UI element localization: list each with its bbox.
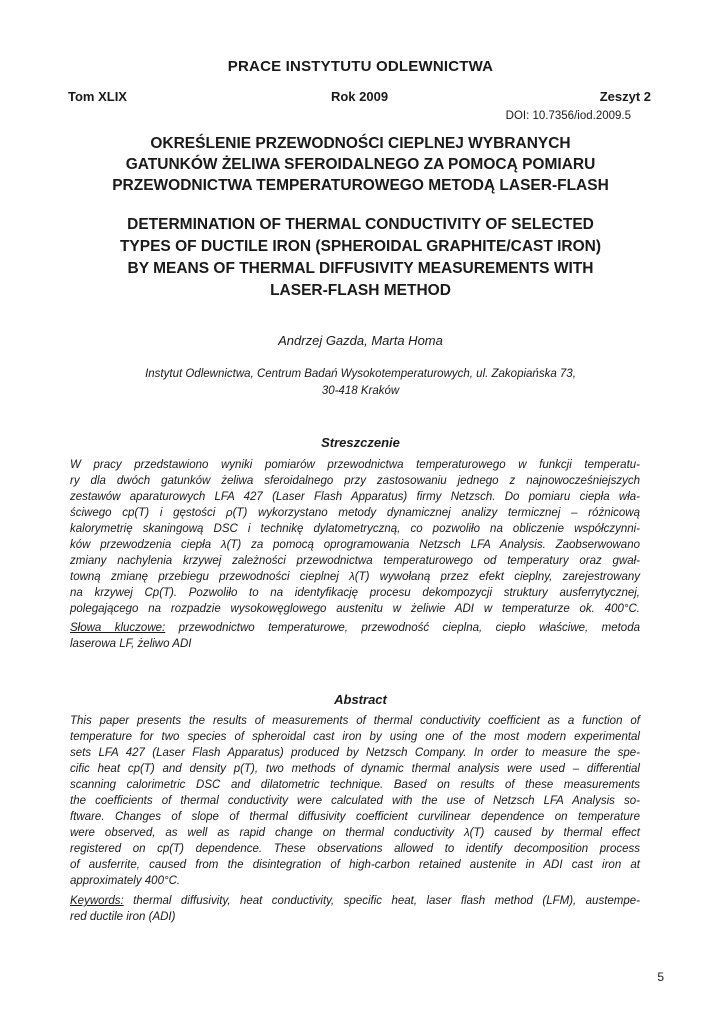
title-polish-line: GATUNKÓW ŻELIWA SFEROIDALNEGO ZA POMOCĄ POMIARU (125, 156, 596, 173)
body-line: towną zmianę przebiegu przewodności cieplnej λ(T) wywołaną przez efekt cieplny, zarejestrowany (70, 571, 640, 583)
authors: Andrzej Gazda, Marta Homa (278, 333, 443, 348)
title-english-line: DETERMINATION OF THERMAL CONDUCTIVITY OF SELECTED (127, 216, 594, 233)
abstract-body (70, 713, 640, 889)
body-line: ków przewodzenia ciepła λ(T) za pomocą oprogramowania Netzsch LFA Analysis. Zaobserwowano (70, 539, 640, 551)
keywords-label: Słowa kluczowe: (70, 622, 166, 634)
keywords-label: Keywords: (70, 895, 124, 907)
abstract-keywords (70, 893, 640, 925)
body-line: polegającego na rozpadzie wysokowęglowego austenitu w żeliwie ADI w temperaturze ok. 400°C. (70, 603, 640, 615)
body-line: were observed, as well as rapid change on thermal conductivity λ(T) caused by thermal effect (70, 827, 640, 839)
body-line: ry dla dwóch gatunków żeliwa sferoidalnego przy zastosowaniu jednego z najnowocześniejszych (70, 475, 640, 487)
body-line: cific heat cp(T) and density p(T), two methods of dynamic thermal analysis were used – differential (70, 763, 640, 775)
body-line: zestawów aparaturowych LFA 427 (Laser Flash Apparatus) firmy Netzsch. Do pomiaru ciepła wła- (70, 491, 640, 503)
streszczenie-heading: Streszczenie (321, 435, 400, 450)
body-line: of ausferrite, caused from the disintegration of high-carbon retained austenite in ADI cast iron at (70, 859, 640, 871)
streszczenie-body (70, 457, 640, 617)
body-line: zmiany nachylenia krzywej zależności przewodnictwa temperaturowego od temperatury oraz gwał- (70, 555, 640, 567)
body-line: temperature for two species of spheroidal cast iron by using one of the most modern experimental (70, 731, 640, 743)
title-english-line: LASER-FLASH METHOD (270, 282, 451, 299)
title-polish (50, 133, 671, 196)
affiliation (90, 366, 631, 400)
keywords-text: thermal diffusivity, heat conductivity, specific heat, laser flash method (LFM), austempe- (123, 895, 640, 907)
body-line: approximately 400°C. (70, 875, 181, 887)
body-line: sets LFA 427 (Laser Flash Apparatus) produced by Netzsch Company. In order to measure the spe- (70, 747, 640, 759)
affiliation-line: Instytut Odlewnictwa, Centrum Badań Wysokotemperaturowych, ul. Zakopiańska 73, (145, 368, 576, 380)
journal-name: PRACE INSTYTUTU ODLEWNICTWA (227, 58, 494, 75)
streszczenie-keywords (70, 620, 640, 652)
body-line: na krzywej Cp(T). Pozwoliło to na identyfikację procesu dekompozycji struktury ausferrytycznej, (70, 587, 640, 599)
keywords-line: red ductile iron (ADI) (70, 911, 176, 923)
issue-label: Zeszyt 2 (599, 89, 651, 104)
title-polish-line: OKREŚLENIE PRZEWODNOŚCI CIEPLNEJ WYBRANYCH (150, 135, 571, 152)
body-line: kalorymetrię skaningową DSC i technikę dylatometryczną, co pozwoliło na obliczenie współczynni- (70, 523, 640, 535)
body-line: ściwego cp(T) i gęstości ρ(T) wykorzystano metody dynamicznej analizy termicznej – różnicową (70, 507, 640, 519)
body-line: This paper presents the results of measurements of thermal conductivity coefficient as a function of (70, 715, 640, 727)
body-line: registered on cp(T) dependence. These observations allowed to identify decomposition process (70, 843, 640, 855)
title-polish-line: PRZEWODNICTWA TEMPERATUROWEGO METODĄ LASER-FLASH (112, 177, 609, 194)
issue-info-row (68, 89, 651, 107)
body-line: the coefficients of thermal conductivity were calculated with the use of Netzsch LFA Analysis so- (70, 795, 640, 807)
abstract-heading: Abstract (334, 692, 387, 707)
title-english (50, 214, 671, 302)
title-english-line: TYPES OF DUCTILE IRON (SPHEROIDAL GRAPHITE/CAST IRON) (119, 238, 602, 255)
body-line: W pracy przedstawiono wyniki pomiarów przewodnictwa temperaturowego w funkcji temperatu- (70, 459, 640, 471)
affiliation-line: 30-418 Kraków (321, 385, 400, 397)
title-english-line: BY MEANS OF THERMAL DIFFUSIVITY MEASUREMENTS WITH (127, 260, 594, 277)
page-number: 5 (657, 970, 664, 984)
keywords-line: laserowa LF, żeliwo ADI (70, 638, 192, 650)
keywords-line (70, 620, 640, 636)
body-line: scanning calorimetric DSC and dilatometric technique. Based on results of these measurements (70, 779, 640, 791)
keywords-text: przewodnictwo temperaturowe, przewodność cieplna, ciepło właściwe, metoda (165, 622, 640, 634)
body-line: ftware. Changes of slope of thermal diffusivity coefficient curvilinear dependence on temperature (70, 811, 640, 823)
year-label: Rok 2009 (330, 89, 389, 104)
keywords-line (70, 893, 640, 909)
volume-label: Tom XLIX (68, 89, 127, 104)
doi-text: DOI: 10.7356/iod.2009.5 (505, 110, 631, 122)
